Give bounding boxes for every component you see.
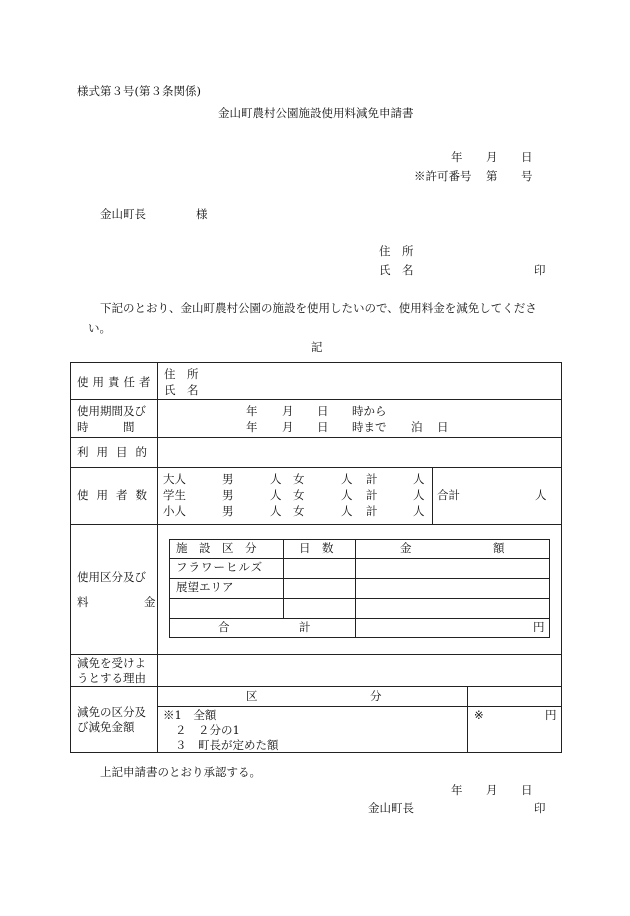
fees-header-gaku: 額 xyxy=(493,541,505,555)
users-unit: 人 xyxy=(270,488,282,502)
addressee-mayor: 金山町長 xyxy=(100,207,146,221)
addressee-sama: 様 xyxy=(196,207,208,221)
fees-label-2: 料 xyxy=(77,595,89,609)
users-female: 女 xyxy=(293,488,305,502)
form-number: 様式第３号(第３条関係) xyxy=(77,84,201,98)
users-category: 学生 xyxy=(163,488,186,502)
date-day: 日 xyxy=(521,150,533,164)
date-month: 月 xyxy=(486,150,498,164)
period-to-year: 年 xyxy=(246,420,258,434)
purpose-label: 利用目的 xyxy=(77,445,155,459)
period-from-day: 日 xyxy=(317,404,329,418)
period-to-month: 月 xyxy=(282,420,294,434)
users-category: 小人 xyxy=(163,504,186,518)
responsible-address-label: 住 所 xyxy=(164,367,199,381)
intro-line-1: 下記のとおり、金山町農村公園の施設を使用したいので、使用料金を減免してくださ xyxy=(100,301,537,315)
reduction-amount-unit: 円 xyxy=(545,708,557,722)
reduction-header-ku: 区 xyxy=(246,689,258,703)
reduction-label-2: び減免金額 xyxy=(77,720,135,734)
period-nichi: 日 xyxy=(437,420,449,434)
users-unit: 人 xyxy=(341,472,353,486)
applicant-name-label: 氏 名 xyxy=(379,263,414,277)
period-from-month: 月 xyxy=(282,404,294,418)
users-kei: 計 xyxy=(366,488,378,502)
users-unit: 人 xyxy=(270,472,282,486)
permit-go: 号 xyxy=(521,169,533,183)
approval-text: 上記申請書のとおり承認する。 xyxy=(100,765,261,779)
fees-total-kei: 計 xyxy=(299,620,311,634)
responsible-name-label: 氏 名 xyxy=(164,383,199,397)
users-male: 男 xyxy=(222,488,234,502)
reason-label-1: 減免を受けよ xyxy=(77,656,146,670)
approval-day: 日 xyxy=(521,783,533,797)
users-unit: 人 xyxy=(270,504,282,518)
period-haku: 泊 xyxy=(411,420,423,434)
fees-label-3: 金 xyxy=(144,595,156,609)
reduction-option-mayor: ３ 町長が定めた額 xyxy=(175,738,279,752)
fees-header-days: 日 数 xyxy=(299,541,334,555)
users-total-unit: 人 xyxy=(535,488,547,502)
users-kei: 計 xyxy=(366,504,378,518)
approval-year: 年 xyxy=(451,783,463,797)
responsible-label: 使用責任者 xyxy=(77,375,155,389)
users-total-label: 合計 xyxy=(437,488,460,502)
users-female: 女 xyxy=(293,504,305,518)
fees-label-1: 使用区分及び xyxy=(77,570,146,584)
period-label-1: 使用期間及び xyxy=(77,404,146,418)
users-category: 大人 xyxy=(163,472,186,486)
users-unit: 人 xyxy=(413,472,425,486)
reduction-amount-mark: ※ xyxy=(474,708,484,722)
fees-total-yen: 円 xyxy=(533,620,545,634)
reduction-option-full: ※1 全額 xyxy=(163,708,217,722)
reduction-label-1: 減免の区分及 xyxy=(77,705,146,719)
reduction-header-bun: 分 xyxy=(370,689,382,703)
users-male: 男 xyxy=(222,472,234,486)
users-kei: 計 xyxy=(366,472,378,486)
users-unit: 人 xyxy=(413,504,425,518)
intro-line-2: い。 xyxy=(88,321,111,335)
facility-flower-hills: フラワーヒルズ xyxy=(176,560,264,574)
permit-dai: 第 xyxy=(486,169,498,183)
period-to-time: 時まで xyxy=(352,420,387,434)
applicant-seal: 印 xyxy=(534,263,546,277)
users-label: 使用者数 xyxy=(77,488,155,502)
applicant-address-label: 住 所 xyxy=(379,244,414,258)
users-unit: 人 xyxy=(341,488,353,502)
users-male: 男 xyxy=(222,504,234,518)
period-label-2: 時 間 xyxy=(77,420,135,434)
period-from-time: 時から xyxy=(352,404,387,418)
date-year: 年 xyxy=(451,150,463,164)
users-unit: 人 xyxy=(413,488,425,502)
users-female: 女 xyxy=(293,472,305,486)
period-from-year: 年 xyxy=(246,404,258,418)
approval-month: 月 xyxy=(486,783,498,797)
ki-heading: 記 xyxy=(311,340,323,354)
fees-header-facility: 施 設 区 分 xyxy=(176,541,257,555)
reason-label-2: うとする理由 xyxy=(77,671,146,685)
permit-number-label: ※許可番号 xyxy=(414,169,472,183)
fees-header-kin: 金 xyxy=(400,541,412,555)
facility-observation-area: 展望エリア xyxy=(176,580,234,594)
reduction-option-half: ２ ２分の1 xyxy=(175,723,240,737)
document-title: 金山町農村公園施設使用料減免申請書 xyxy=(218,106,414,120)
period-to-day: 日 xyxy=(317,420,329,434)
users-unit: 人 xyxy=(341,504,353,518)
fees-total-gou: 合 xyxy=(218,620,230,634)
approval-seal: 印 xyxy=(534,801,546,815)
approval-mayor: 金山町長 xyxy=(368,801,414,815)
